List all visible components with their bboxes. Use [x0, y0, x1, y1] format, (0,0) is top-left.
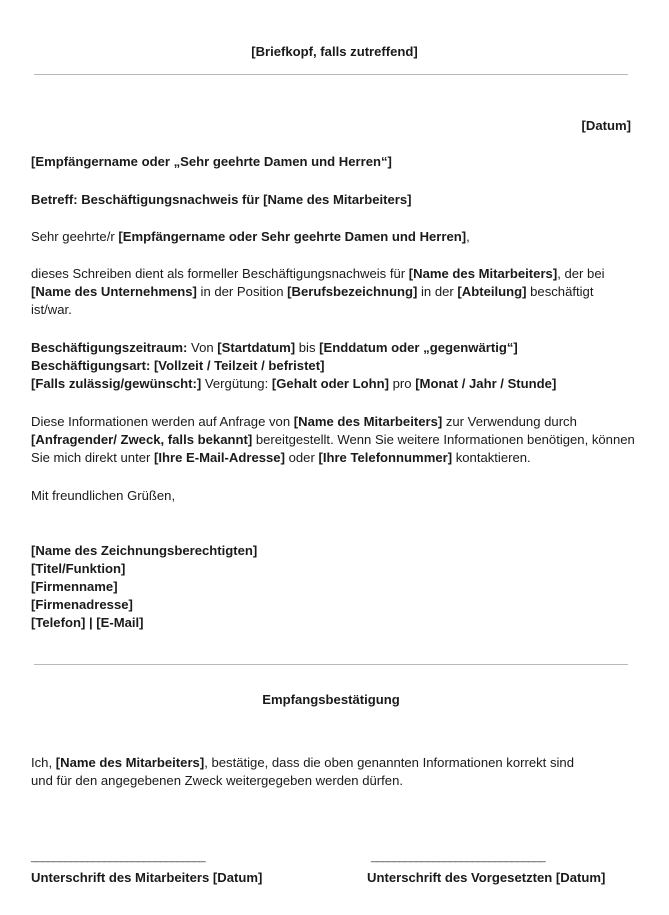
info-paragraph: [31, 413, 637, 467]
employee-name: [Name des Mitarbeiters]: [408, 266, 558, 281]
job-title: [Berufsbezeichnung]: [287, 284, 418, 299]
pay-unit: [Monat / Jahr / Stunde]: [415, 376, 557, 391]
signatory-title: [Titel/Funktion]: [31, 561, 126, 576]
pay-text: Vergütung:: [201, 376, 272, 391]
employee-signature-line: _______________________________: [31, 851, 206, 863]
letter-date: [Datum]: [581, 118, 631, 133]
period-to: bis: [295, 340, 320, 355]
employment-period: [31, 339, 637, 357]
subject-line: Betreff: Beschäftigungsnachweis für [Name des Mitarbeiters]: [31, 192, 412, 207]
pay-value: [Gehalt oder Lohn]: [271, 376, 389, 391]
pay-label: [Falls zulässig/gewünscht:]: [31, 376, 202, 391]
pay-per: pro: [388, 376, 416, 391]
acknowledgement-heading: Empfangsbestätigung: [262, 692, 400, 707]
ack-text-2: , bestätige, dass die oben genannten Informationen korrekt sind und für den angegebenen Zweck weitergegeben werden dürfen.: [31, 755, 574, 788]
intro-text-5: beschäftigt ist/war.: [31, 284, 594, 317]
period-from: Von: [187, 340, 218, 355]
info-text-4: oder: [284, 450, 319, 465]
acknowledgement-divider: [34, 664, 628, 665]
intro-text-2: , der bei: [557, 266, 605, 281]
phone-placeholder: [Ihre Telefonnummer]: [318, 450, 453, 465]
recipient: [Empfängername oder „Sehr geehrte Damen und Herren“]: [31, 154, 392, 169]
employee-signature-label: Unterschrift des Mitarbeiters [Datum]: [31, 870, 263, 885]
signatory-address: [Firmenadresse]: [31, 597, 133, 612]
employment-type: Beschäftigungsart: [Vollzeit / Teilzeit / befristet]: [31, 358, 325, 373]
closing: Mit freundlichen Grüßen,: [31, 488, 176, 503]
period-label: Beschäftigungszeitraum:: [31, 340, 188, 355]
info-text-3: bereitgestellt. Wenn Sie weitere Informationen benötigen, können Sie mich direkt unter: [31, 432, 635, 465]
salutation-recipient: [Empfängername oder Sehr geehrte Damen und Herren]: [118, 229, 467, 244]
ack-text-1: Ich,: [31, 755, 56, 770]
info-employee-name: [Name des Mitarbeiters]: [293, 414, 443, 429]
header-divider: [34, 74, 628, 75]
ack-employee-name: [Name des Mitarbeiters]: [55, 755, 205, 770]
intro-text-3: in der Position: [196, 284, 288, 299]
department: [Abteilung]: [457, 284, 527, 299]
salutation: [31, 228, 637, 246]
period-end: [Enddatum oder „gegenwärtig“]: [319, 340, 518, 355]
info-text-1: Diese Informationen werden auf Anfrage von: [31, 414, 294, 429]
info-text-5: kontaktieren.: [452, 450, 531, 465]
supervisor-signature-label: Unterschrift des Vorgesetzten [Datum]: [367, 870, 606, 885]
email-placeholder: [Ihre E-Mail-Adresse]: [153, 450, 285, 465]
intro-text-1: dieses Schreiben dient als formeller Beschäftigungsnachweis für: [31, 266, 409, 281]
employment-details: [31, 339, 637, 393]
letterhead: [Briefkopf, falls zutreffend]: [251, 44, 418, 59]
compensation: [31, 375, 637, 393]
company-name: [Name des Unternehmens]: [31, 284, 197, 299]
supervisor-signature-line: _______________________________: [371, 851, 546, 863]
intro-paragraph: [31, 265, 637, 319]
signatory-block: [31, 542, 637, 632]
acknowledgement-text: [31, 754, 576, 790]
signatory-name: [Name des Zeichnungsberechtigten]: [31, 543, 258, 558]
signatory-contact: [Telefon] | [E-Mail]: [31, 615, 144, 630]
signatory-company: [Firmenname]: [31, 579, 118, 594]
info-text-2: zur Verwendung durch: [442, 414, 577, 429]
requester: [Anfragender/ Zweck, falls bekannt]: [31, 432, 253, 447]
intro-text-4: in der: [417, 284, 458, 299]
salutation-suffix: ,: [466, 229, 470, 244]
period-start: [Startdatum]: [217, 340, 296, 355]
salutation-prefix: Sehr geehrte/r: [31, 229, 119, 244]
